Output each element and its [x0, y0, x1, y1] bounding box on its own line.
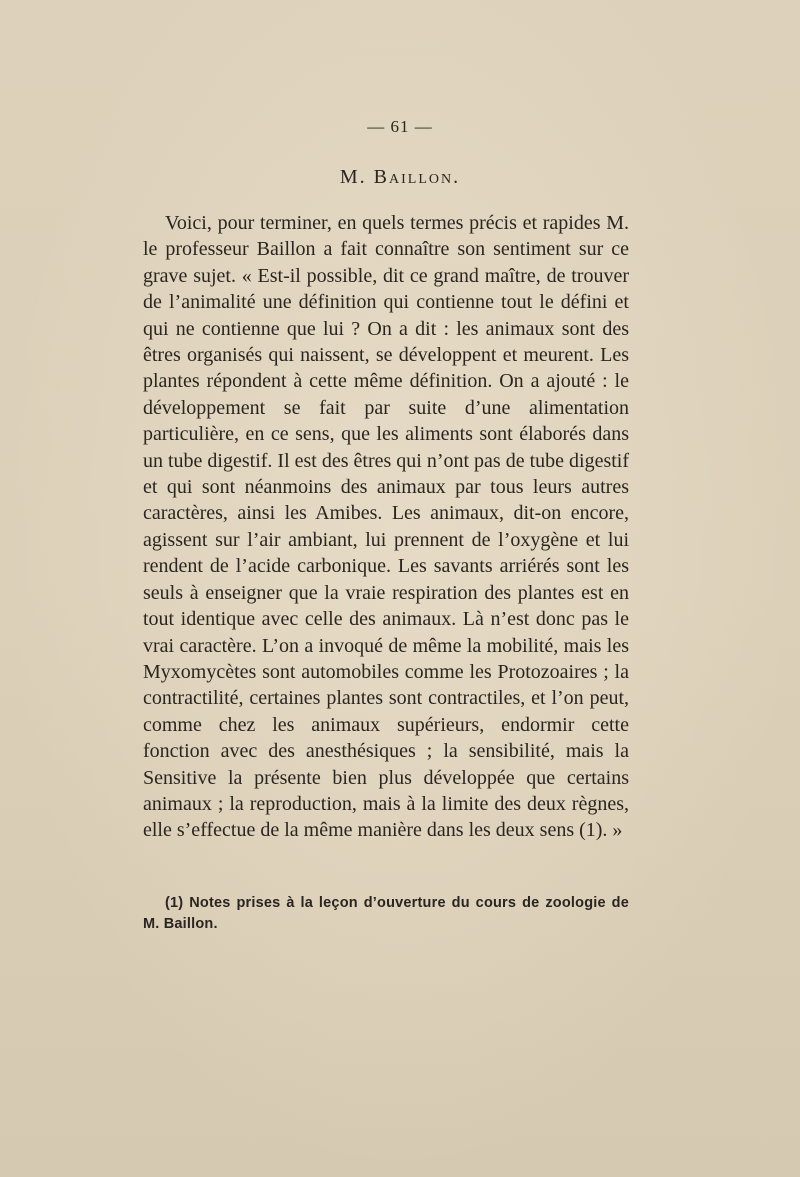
footnote: (1) Notes prises à la leçon d’ouverture du cours de zoologie de M. Baillon.	[143, 895, 629, 932]
heading-name: Baillon	[373, 166, 454, 188]
section-heading	[0, 166, 800, 189]
body-paragraph: Voici, pour terminer, en quels termes précis et rapides M. le professeur Baillon a fait connaître son sentiment sur ce grave sujet. « Est-il possible, dit ce grand maître, de trouver de l’animalité une définition qui contienne tout le défini et qui ne contienne que lui ? On a dit : les animaux sont des êtres organisés qui naissent, se développent et meurent. Les plantes répondent à cette même définition. On a ajouté : le développement se fait par suite d’une alimentation particulière, en ce sens, que les aliments sont élaborés dans un tube digestif. Il est des êtres qui n’ont pas de tube digestif et qui sont néanmoins des animaux par tous leurs autres caractères, ainsi les Amibes. Les animaux, dit-on encore, agissent sur l’air ambiant, lui prennent de l’oxygène et lui rendent de l’acide carbonique. Les savants arriérés sont les seuls à enseigner que la vraie respiration des plantes est en tout identique avec celle des animaux. Là n’est donc pas le vrai caractère. L’on a invoqué de même la mobilité, mais les Myxomycètes sont automobiles comme les Protozoaires ; la contractilité, certaines plantes sont contractiles, et l’on peut, comme chez les animaux supérieurs, endormir cette fonction avec des anesthésiques ; la sensibilité, mais la Sensitive la présente bien plus développée que certains animaux ; la reproduction, mais à la limite des deux règnes, elle s’effectue de la même manière dans les deux sens (1). »	[143, 212, 630, 842]
page-number: — 61 —	[367, 117, 433, 136]
heading-suffix: .	[453, 166, 461, 188]
heading-prefix: M.	[339, 166, 374, 188]
